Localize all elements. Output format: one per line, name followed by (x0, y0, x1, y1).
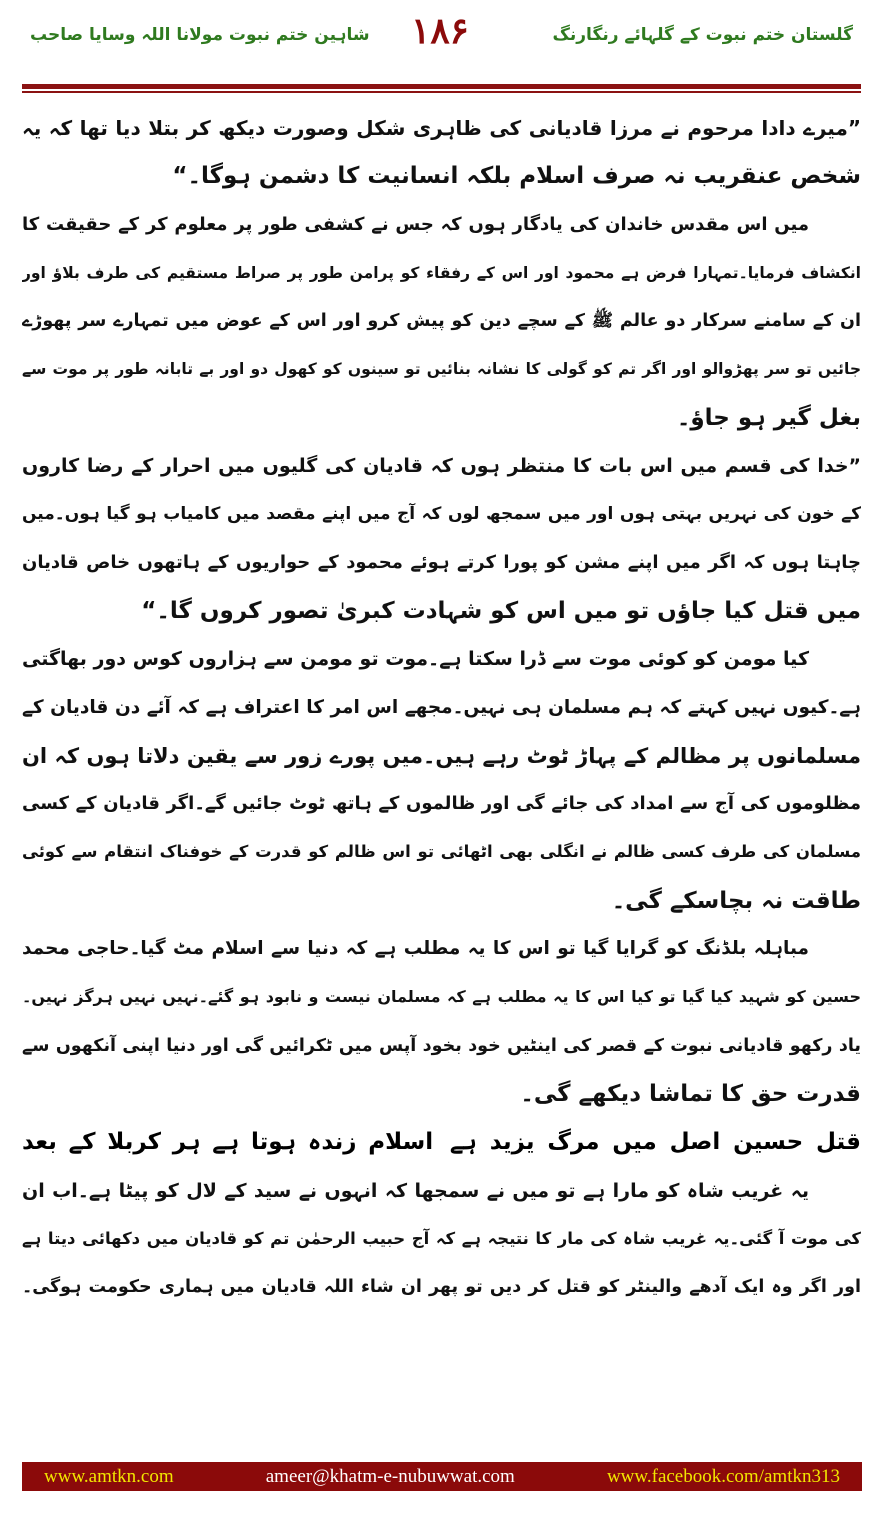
page-body (22, 104, 861, 1311)
header-author: شاہین ختم نبوت مولانا اللہ وسایا صاحب (30, 25, 370, 45)
text-line: حسین کو شہید کیا گیا تو کیا اس کا یہ مطلب ہے کہ مسلمان نیست و نابود ہو گئے۔نہیں نہیں ہرگز نہیں۔ (22, 987, 861, 1007)
text-line: انکشاف فرمایا۔تمہارا فرض ہے محمود اور اس کے رفقاء کو پرامن طور پر صراط مستقیم کی طرف بلاؤ اور (22, 263, 861, 282)
paragraph (22, 635, 861, 925)
text-line: مسلمانوں پر مظالم کے پہاڑ ٹوٹ رہے ہیں۔میں پورے زور سے یقین دلاتا ہوں کہ ان (22, 743, 861, 768)
paragraph (22, 442, 861, 635)
text-line: ہے۔کیوں نہیں کہتے کہ ہم مسلمان ہی نہیں۔مجھے اس امر کا اعتراف ہے کہ آئے دن قادیان کے (22, 696, 861, 718)
couplet (22, 1118, 861, 1166)
text-line: طاقت نہ بچاسکے گی۔ (611, 887, 861, 914)
paragraph (22, 201, 861, 442)
text-line: مظلوموں کی آج سے امداد کی جائے گی اور ظالموں کے ہاتھ ٹوٹ جائیں گے۔اگر قادیان کے کسی (22, 793, 861, 815)
text-line: بغل گیر ہو جاؤ۔ (676, 404, 861, 431)
couplet-second-hemistich: اسلام زندہ ہوتا ہے ہر کربلا کے بعد (22, 1129, 434, 1156)
text-line: اور اگر وہ ایک آدھے والینٹر کو قتل کر دیں تو پھر ان شاء اللہ قادیان میں ہماری حکومت ہوگی۔ (22, 1277, 861, 1298)
facebook-link[interactable]: www.facebook.com/amtkn313 (606, 1465, 840, 1487)
email-link[interactable]: ameer@khatm-e-nubuwwat.com (265, 1465, 515, 1487)
text-line: چاہتا ہوں کہ اگر میں اپنے مشن کو پورا کرتے ہوئے محمود کے حواریوں کے ہاتھوں خاص قادیان (22, 551, 861, 573)
paragraph (22, 1167, 861, 1312)
text-line: جائیں تو سر پھڑوالو اور اگر تم کو گولی کا نشانہ بنائیں تو سینوں کو کھول دو اور بے تابانہ طور پر موت سے (22, 360, 861, 379)
text-line: مباہلہ بلڈنگ کو گرایا گیا تو اس کا یہ مطلب ہے کہ دنیا سے اسلام مٹ گیا۔حاجی محمد (22, 938, 809, 960)
text-line: شخص عنقریب نہ صرف اسلام بلکہ انسانیت کا دشمن ہوگا۔“ (172, 163, 861, 190)
paragraph (22, 104, 861, 201)
text-line: کی موت آ گئی۔یہ غریب شاہ کی مار کا نتیجہ ہے کہ آج حبیب الرحمٰن تم کو قادیان میں دکھائی دیتا ہے (22, 1228, 861, 1248)
text-line: ”خدا کی قسم میں اس بات کا منتظر ہوں کہ قادیان کی گلیوں میں احرار کے رضا کاروں (22, 455, 861, 478)
footer-bar (22, 1462, 862, 1491)
page-number: ۱۸۶ (410, 10, 469, 52)
text-line: مسلمان کی طرف کسی ظالم نے انگلی بھی اٹھائی تو اس ظالم کو قدرت کے خوفناک انتقام سے کوئی (22, 842, 861, 862)
paragraph (22, 925, 861, 1118)
text-line: ان کے سامنے سرکار دو عالم ﷺ کے سچے دین کو پیش کرو اور اس کے عوض میں تمہارے سر پھوڑے (22, 311, 861, 332)
header-book-title: گلستان ختم نبوت کے گلہائے رنگارنگ (552, 25, 853, 45)
text-line: ”میرے دادا مرحوم نے مرزا قادیانی کی ظاہری شکل وصورت دیکھ کر بتلا دیا تھا کہ یہ (22, 116, 861, 140)
website-link[interactable]: www.amtkn.com (44, 1465, 174, 1487)
text-line: یاد رکھو قادیانی نبوت کے قصر کی اینٹیں خود بخود آپس میں ٹکرائیں گی اور دنیا اپنی آنکھوں سے (22, 1035, 861, 1056)
text-line: کے خون کی نہریں بہتی ہوں اور میں سمجھ لوں کہ آج میں اپنے مقصد میں کامیاب ہو گیا ہوں۔میں (22, 504, 861, 525)
couplet-first-hemistich: قتل حسین اصل میں مرگ یزید ہے (449, 1129, 861, 1156)
text-line: قدرت حق کا تماشا دیکھے گی۔ (520, 1080, 861, 1107)
header-divider (22, 84, 861, 89)
text-line: کیا مومن کو کوئی موت سے ڈرا سکتا ہے۔موت تو مومن سے ہزاروں کوس دور بھاگتی (22, 648, 809, 671)
header-divider-thin (22, 91, 861, 93)
text-line: یہ غریب شاہ کو مارا ہے تو میں نے سمجھا کہ انہوں نے سید کے لال کو پیٹا ہے۔اب ان (22, 1179, 809, 1202)
text-line: میں اس مقدس خاندان کی یادگار ہوں کہ جس نے کشفی طور پر معلوم کر کے حقیقت کا (22, 213, 809, 235)
text-line: میں قتل کیا جاؤں تو میں اس کو شہادت کبریٰ تصور کروں گا۔“ (141, 597, 861, 624)
